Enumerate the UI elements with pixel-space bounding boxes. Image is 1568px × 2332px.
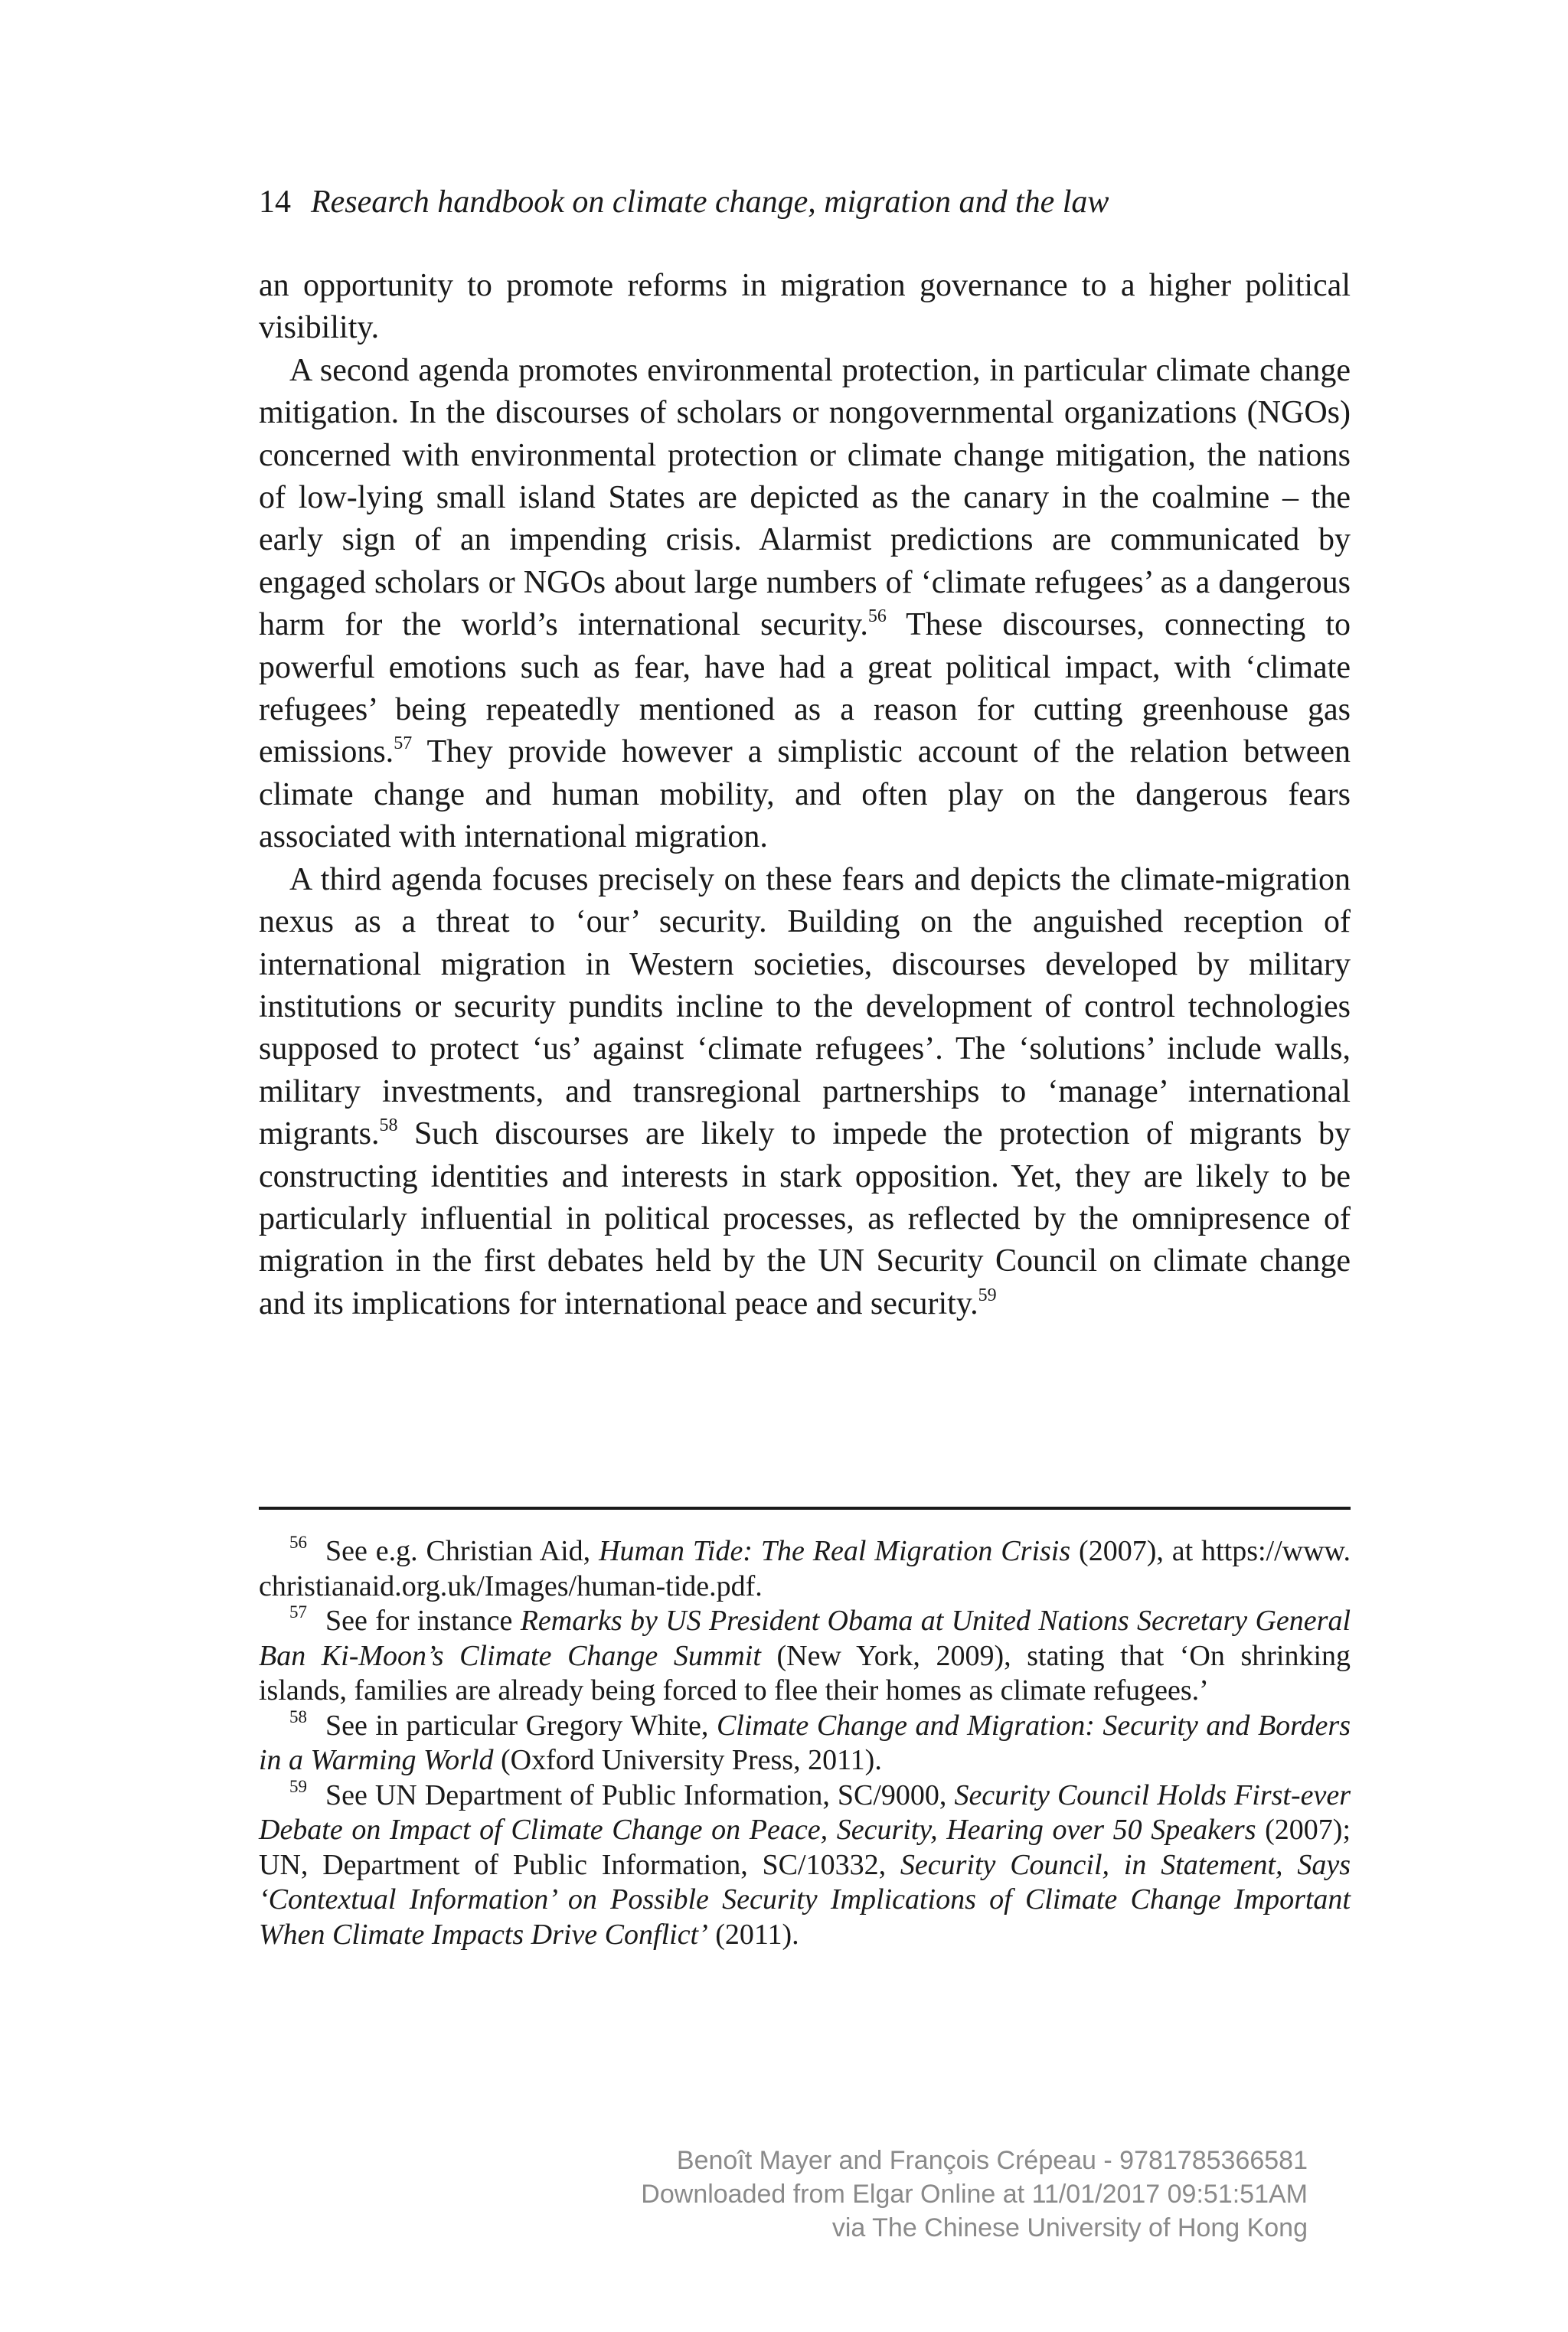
footnote-56 <box>259 1534 1351 1604</box>
page-number: 14 <box>259 185 291 220</box>
footnote-title: Security Council, in Statement, Says ‘Contextual Information’ on Possible Security Implications of Climate Change Important When Climate Impacts Drive Conflict’ <box>259 1848 1351 1951</box>
footnote-number: 58 <box>289 1707 307 1726</box>
paragraph-2-text-c: They provide however a simplistic account of the relation between climate change and human mobility, and often play on the dangerous fears associated with international migration. <box>259 734 1351 855</box>
footnote-text: See UN Department of Public Information, SC/9000, <box>325 1778 955 1811</box>
footnote-ref-56[interactable]: 56 <box>867 606 887 627</box>
footnote-link[interactable]: https://www.christianaid.org.uk/Images/human-tide.pdf. <box>259 1535 1351 1602</box>
footnote-text: See e.g. Christian Aid, <box>325 1535 599 1567</box>
paragraph-2-text-b: These discourses, connecting to powerful emotions such as fear, have had a great political impact, with ‘climate refugees’ being repeatedly mentioned as a reason for cutting greenhouse gas emissions. <box>259 607 1351 770</box>
paragraph-1: an opportunity to promote reforms in migration governance to a higher political visibility. <box>259 268 1351 346</box>
footnote-text: See in particular Gregory White, <box>325 1709 717 1742</box>
footnote-text: (Oxford University Press, 2011). <box>493 1744 882 1776</box>
footnote-title: Remarks by US President Obama at United Nations Secretary General Ban Ki-Moon’s Climate Change Summit <box>259 1605 1351 1672</box>
footnote-title: Security Council Holds First-ever Debate on Impact of Climate Change on Peace, Security, Hearing over 50 Speakers <box>259 1778 1351 1846</box>
footnote-text: (New York, 2009), stating that ‘On shrinking islands, families are already being forced to flee their homes as climate refugees.’ <box>259 1639 1351 1707</box>
watermark-line: via The Chinese University of Hong Kong <box>831 2213 1308 2242</box>
footnotes <box>259 1534 1351 1952</box>
paragraph-3 <box>259 859 1351 1325</box>
footnote-text: (2007); UN, Department of Public Information, SC/10332, <box>259 1814 1351 1881</box>
footnote-divider <box>259 1507 1351 1510</box>
footnote-title: Climate Change and Migration: Security and Borders in a Warming World <box>259 1709 1351 1776</box>
download-watermark <box>641 2144 1308 2245</box>
footnote-ref-58[interactable]: 58 <box>379 1115 398 1136</box>
paragraph-3-text-a: A third agenda focuses precisely on these fears and depicts the climate-​migration nexus as a threat to ‘our’ security. Building on the anguished reception of international migration in Western societies, discourses developed by military institutions or security pundits incline to the development of control technologies supposed to protect ‘us’ against ‘climate refugees’. The ‘solutions’ include walls, military investments, and transregional partnerships to ‘manage’ international migrants. <box>259 861 1351 1152</box>
paragraph-2-text-a: A second agenda promotes environmental protection, in particular climate change mitigation. In the discourses of scholars or nongovernmental organizations (NGOs) concerned with environmental protection or climate change mitigation, the nations of low-lying small island States are depicted as the canary in the coalmine – the early sign of an impending crisis. Alarmist predictions are communicated by engaged scholars or NGOs about large numbers of ‘climate refugees’ as a dangerous harm for the world’s international security. <box>259 352 1351 643</box>
footnote-text: (2007), at <box>1070 1535 1202 1567</box>
footnote-number: 59 <box>289 1776 307 1796</box>
running-title: Research handbook on climate change, migration and the law <box>311 185 1109 220</box>
footnote-58 <box>259 1709 1351 1778</box>
main-text <box>259 265 1351 1325</box>
running-header <box>259 181 1109 224</box>
footnote-59 <box>259 1778 1351 1953</box>
footnote-number: 56 <box>289 1533 307 1552</box>
footnote-ref-57[interactable]: 57 <box>394 733 413 754</box>
footnote-title: Human Tide: The Real Migration Crisis <box>599 1535 1071 1567</box>
footnote-ref-59[interactable]: 59 <box>978 1285 997 1305</box>
footnote-number: 57 <box>289 1602 307 1622</box>
footnote-text: (2011). <box>707 1918 799 1951</box>
footnote-57 <box>259 1604 1351 1709</box>
watermark-line: Downloaded from Elgar Online at 11/01/2017 09:51:51AM <box>641 2180 1308 2209</box>
paragraph-3-text-b: Such discourses are likely to impede the protection of migrants by constructing identities and interests in stark opposition. Yet, they are likely to be particularly influential in political processes, as reflected by the omnipresence of migration in the first debates held by the UN Security Council on climate change and its implications for international peace and security. <box>259 1116 1351 1321</box>
footnote-text: See for instance <box>325 1605 521 1637</box>
watermark-line: Benoît Mayer and François Crépeau - 9781785366581 <box>676 2146 1308 2175</box>
paragraph-2 <box>259 350 1351 859</box>
